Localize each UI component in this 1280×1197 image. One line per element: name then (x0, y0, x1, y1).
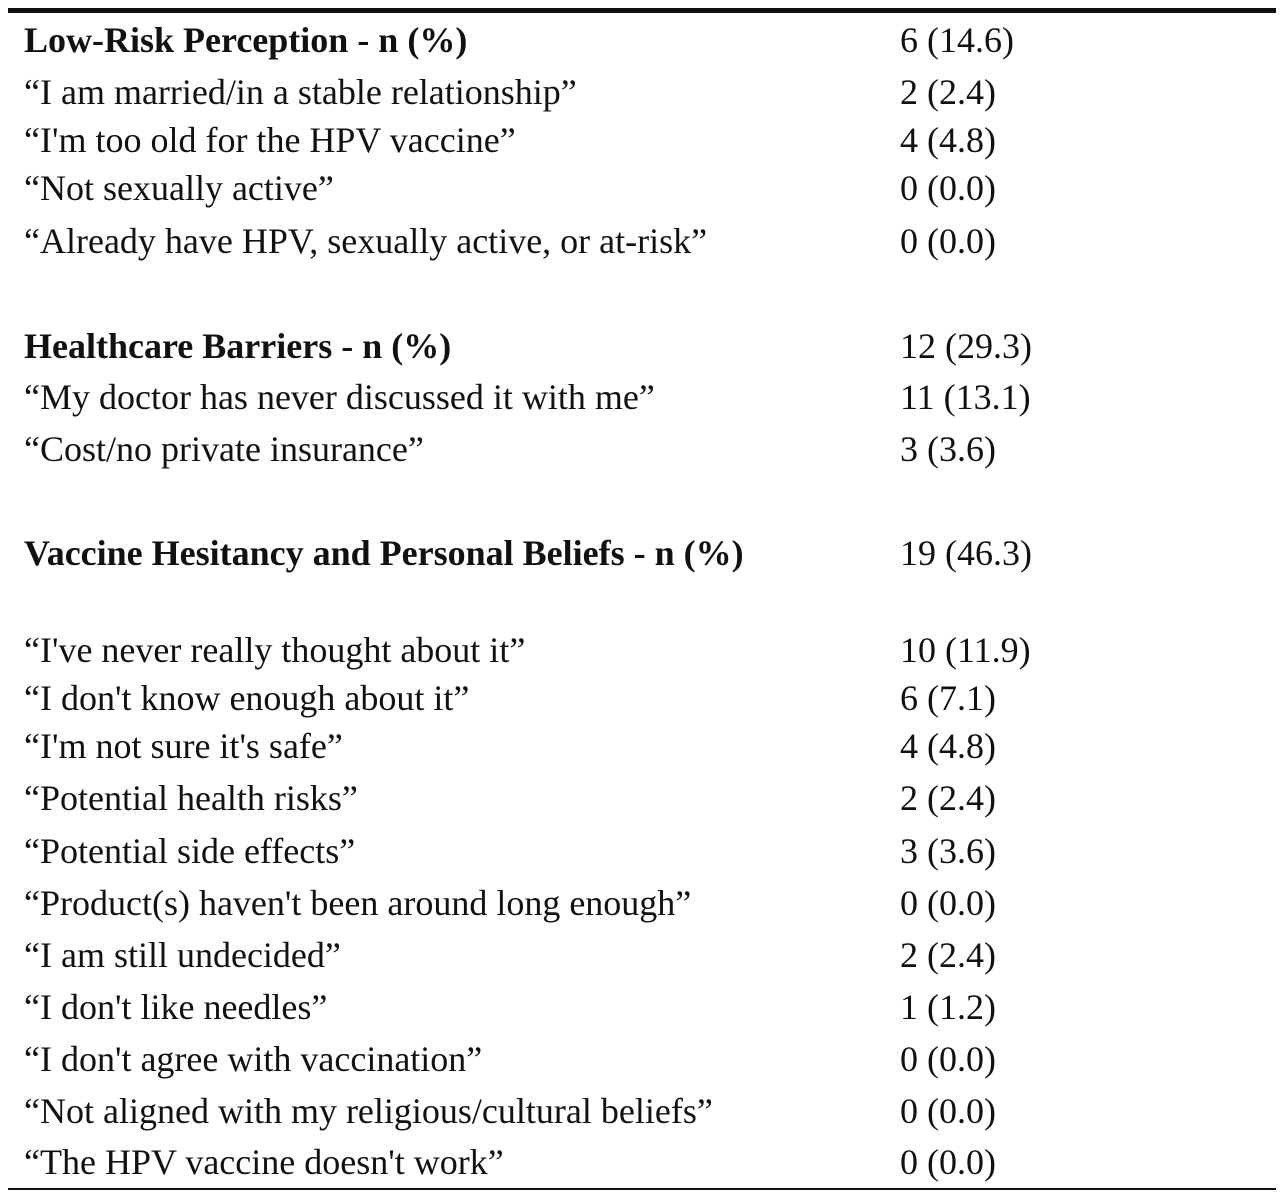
section-header-value: 6 (14.6) (900, 20, 1014, 60)
row-label: “I am married/in a stable relationship” (24, 72, 577, 112)
row-value: 3 (3.6) (900, 831, 996, 871)
row-label: “Not aligned with my religious/cultural beliefs” (24, 1091, 713, 1131)
row-value: 2 (2.4) (900, 72, 996, 112)
row-value: 0 (0.0) (900, 1142, 996, 1182)
row-label: “Cost/no private insurance” (24, 429, 424, 469)
row-value: 2 (2.4) (900, 778, 996, 818)
section-header-label: Low-Risk Perception - n (%) (24, 20, 468, 60)
section-header-value: 19 (46.3) (900, 533, 1032, 573)
row-label: “I don't like needles” (24, 987, 328, 1027)
section-header-label: Vaccine Hesitancy and Personal Beliefs - n (%) (24, 533, 744, 573)
row-value: 0 (0.0) (900, 1091, 996, 1131)
row-label: “I've never really thought about it” (24, 630, 526, 670)
row-label: “I'm not sure it's safe” (24, 726, 343, 766)
row-value: 0 (0.0) (900, 883, 996, 923)
row-label: “I'm too old for the HPV vaccine” (24, 120, 516, 160)
row-label: “I am still undecided” (24, 935, 341, 975)
row-value: 10 (11.9) (900, 630, 1031, 670)
row-value: 0 (0.0) (900, 1039, 996, 1079)
row-value: 2 (2.4) (900, 935, 996, 975)
row-value: 1 (1.2) (900, 987, 996, 1027)
row-label: “Potential health risks” (24, 778, 358, 818)
table-bottom-rule (8, 1188, 1276, 1190)
row-value: 11 (13.1) (900, 377, 1031, 417)
row-label: “I don't agree with vaccination” (24, 1039, 483, 1079)
row-label: “Potential side effects” (24, 831, 356, 871)
row-label: “Product(s) haven't been around long enough” (24, 883, 692, 923)
row-label: “My doctor has never discussed it with me” (24, 377, 655, 417)
row-value: 4 (4.8) (900, 726, 996, 766)
row-value: 4 (4.8) (900, 120, 996, 160)
row-label: “Not sexually active” (24, 168, 334, 208)
table-top-rule (8, 8, 1276, 13)
section-header-value: 12 (29.3) (900, 326, 1032, 366)
row-label: “The HPV vaccine doesn't work” (24, 1142, 504, 1182)
row-value: 6 (7.1) (900, 678, 996, 718)
row-value: 0 (0.0) (900, 168, 996, 208)
row-value: 0 (0.0) (900, 221, 996, 261)
row-value: 3 (3.6) (900, 429, 996, 469)
row-label: “I don't know enough about it” (24, 678, 470, 718)
section-header-label: Healthcare Barriers - n (%) (24, 326, 452, 366)
row-label: “Already have HPV, sexually active, or at-risk” (24, 221, 708, 261)
